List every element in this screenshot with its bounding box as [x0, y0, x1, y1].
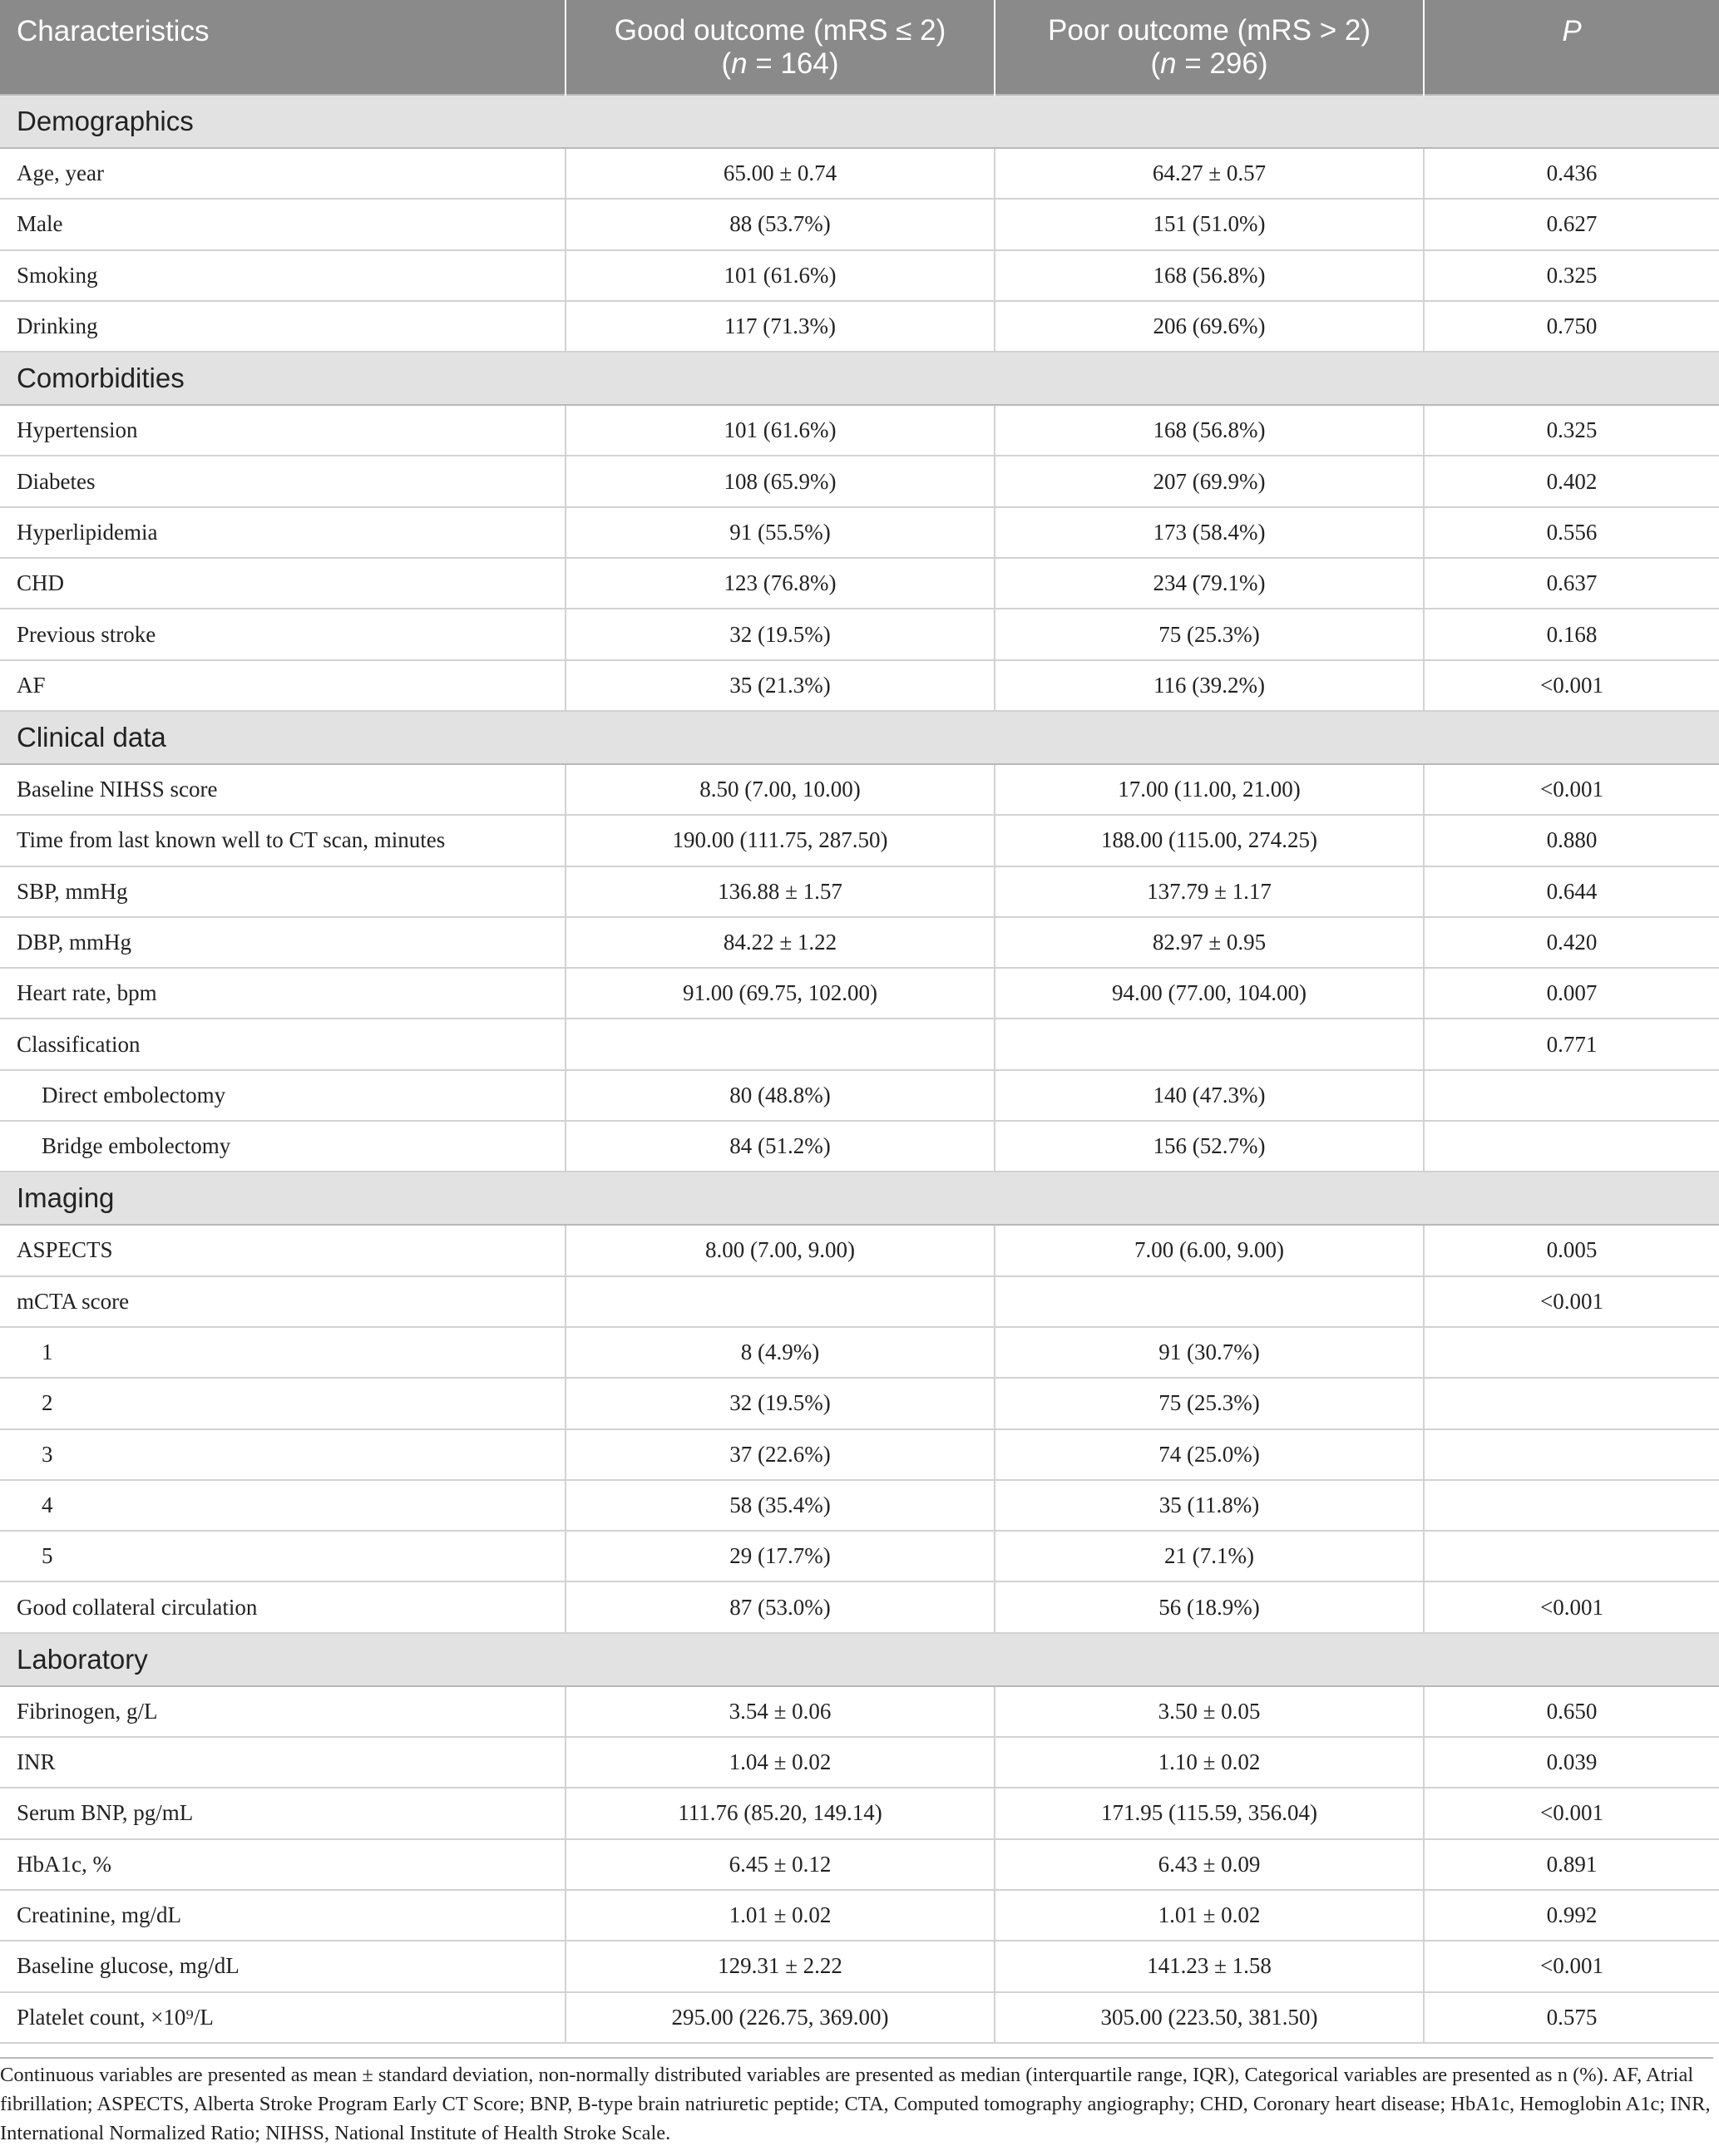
table-row	[0, 199, 1719, 249]
table-row	[0, 1276, 1719, 1327]
p-value: 0.575	[1424, 1992, 1719, 2043]
poor-outcome-value: 156 (52.7%)	[995, 1121, 1424, 1172]
poor-outcome-value: 207 (69.9%)	[995, 456, 1424, 506]
table-row	[0, 301, 1719, 352]
good-outcome-value: 65.00 ± 0.74	[566, 148, 995, 199]
header-characteristics: Characteristics	[0, 0, 566, 95]
header-row	[0, 0, 1719, 95]
table-row	[0, 1890, 1719, 1941]
good-outcome-value: 29 (17.7%)	[566, 1531, 995, 1581]
p-value: <0.001	[1424, 660, 1719, 711]
table-row	[0, 609, 1719, 659]
table-body	[0, 95, 1719, 2043]
table-row	[0, 815, 1719, 866]
good-outcome-value: 1.04 ± 0.02	[566, 1737, 995, 1788]
poor-outcome-value: 151 (51.0%)	[995, 199, 1424, 249]
table-row	[0, 917, 1719, 968]
table-row	[0, 764, 1719, 815]
good-outcome-value: 58 (35.4%)	[566, 1480, 995, 1531]
poor-outcome-value: 64.27 ± 0.57	[995, 148, 1424, 199]
table-row	[0, 1070, 1719, 1121]
poor-outcome-value: 206 (69.6%)	[995, 301, 1424, 352]
good-outcome-value	[566, 1276, 995, 1327]
poor-outcome-value: 94.00 (77.00, 104.00)	[995, 968, 1424, 1019]
good-outcome-value: 91.00 (69.75, 102.00)	[566, 968, 995, 1019]
poor-outcome-value: 21 (7.1%)	[995, 1531, 1424, 1581]
table-row	[0, 1019, 1719, 1069]
section-title: Imaging	[0, 1172, 1719, 1225]
p-value: 0.644	[1424, 866, 1719, 917]
poor-outcome-value: 82.97 ± 0.95	[995, 917, 1424, 968]
p-value: 0.039	[1424, 1737, 1719, 1788]
row-label: Serum BNP, pg/mL	[0, 1788, 566, 1838]
p-value: 0.750	[1424, 301, 1719, 352]
p-value: <0.001	[1424, 1941, 1719, 1991]
good-outcome-value: 37 (22.6%)	[566, 1429, 995, 1480]
row-label: Male	[0, 199, 566, 249]
p-value	[1424, 1070, 1719, 1121]
p-value: 0.402	[1424, 456, 1719, 506]
row-label: 1	[0, 1327, 566, 1378]
poor-outcome-value: 173 (58.4%)	[995, 507, 1424, 558]
poor-outcome-value: 305.00 (223.50, 381.50)	[995, 1992, 1424, 2043]
poor-outcome-value	[995, 1019, 1424, 1069]
poor-outcome-value: 6.43 ± 0.09	[995, 1839, 1424, 1890]
poor-outcome-value: 1.01 ± 0.02	[995, 1890, 1424, 1941]
table-row	[0, 1941, 1719, 1991]
section-title: Demographics	[0, 95, 1719, 148]
p-value: 0.325	[1424, 250, 1719, 301]
row-label: Time from last known well to CT scan, minutes	[0, 815, 566, 866]
good-outcome-value: 3.54 ± 0.06	[566, 1686, 995, 1737]
table-row	[0, 1686, 1719, 1737]
section-title: Comorbidities	[0, 352, 1719, 405]
section-row	[0, 711, 1719, 764]
row-label: Hyperlipidemia	[0, 507, 566, 558]
p-value	[1424, 1327, 1719, 1378]
table-row	[0, 1429, 1719, 1480]
row-label: ASPECTS	[0, 1225, 566, 1275]
p-value	[1424, 1480, 1719, 1531]
table-row	[0, 1225, 1719, 1275]
table-header	[0, 0, 1719, 95]
poor-outcome-value: 17.00 (11.00, 21.00)	[995, 764, 1424, 815]
poor-outcome-value: 75 (25.3%)	[995, 1378, 1424, 1428]
good-outcome-value: 295.00 (226.75, 369.00)	[566, 1992, 995, 2043]
good-outcome-value: 35 (21.3%)	[566, 660, 995, 711]
good-outcome-value: 8.50 (7.00, 10.00)	[566, 764, 995, 815]
good-outcome-value: 80 (48.8%)	[566, 1070, 995, 1121]
poor-outcome-value: 1.10 ± 0.02	[995, 1737, 1424, 1788]
p-value: 0.627	[1424, 199, 1719, 249]
row-label: Age, year	[0, 148, 566, 199]
poor-outcome-value: 3.50 ± 0.05	[995, 1686, 1424, 1737]
table-row	[0, 507, 1719, 558]
good-outcome-value: 6.45 ± 0.12	[566, 1839, 995, 1890]
section-row	[0, 352, 1719, 405]
table-row	[0, 1581, 1719, 1632]
p-value: 0.891	[1424, 1839, 1719, 1890]
good-outcome-value: 87 (53.0%)	[566, 1581, 995, 1632]
section-row	[0, 1172, 1719, 1225]
header-poor-outcome-n: (n = 296)	[1150, 47, 1268, 80]
p-value	[1424, 1531, 1719, 1581]
p-value: 0.005	[1424, 1225, 1719, 1275]
header-good-outcome	[566, 0, 995, 95]
poor-outcome-value: 116 (39.2%)	[995, 660, 1424, 711]
table-row	[0, 866, 1719, 917]
poor-outcome-value: 35 (11.8%)	[995, 1480, 1424, 1531]
row-label: CHD	[0, 558, 566, 609]
good-outcome-value: 84 (51.2%)	[566, 1121, 995, 1172]
row-label: INR	[0, 1737, 566, 1788]
table-row	[0, 1531, 1719, 1581]
header-good-outcome-n: (n = 164)	[721, 47, 839, 80]
good-outcome-value: 101 (61.6%)	[566, 250, 995, 301]
p-value: <0.001	[1424, 764, 1719, 815]
p-value: 0.436	[1424, 148, 1719, 199]
row-label: mCTA score	[0, 1276, 566, 1327]
p-value: <0.001	[1424, 1788, 1719, 1838]
row-label: 4	[0, 1480, 566, 1531]
row-label: 3	[0, 1429, 566, 1480]
p-value: 0.420	[1424, 917, 1719, 968]
p-value: <0.001	[1424, 1581, 1719, 1632]
good-outcome-value: 111.76 (85.20, 149.14)	[566, 1788, 995, 1838]
poor-outcome-value: 171.95 (115.59, 356.04)	[995, 1788, 1424, 1838]
row-label: AF	[0, 660, 566, 711]
table-row	[0, 148, 1719, 199]
poor-outcome-value: 168 (56.8%)	[995, 250, 1424, 301]
section-row	[0, 1633, 1719, 1686]
good-outcome-value: 1.01 ± 0.02	[566, 1890, 995, 1941]
row-label: Heart rate, bpm	[0, 968, 566, 1019]
table-row	[0, 660, 1719, 711]
row-label: Diabetes	[0, 456, 566, 506]
p-value: 0.771	[1424, 1019, 1719, 1069]
good-outcome-value: 108 (65.9%)	[566, 456, 995, 506]
poor-outcome-value: 234 (79.1%)	[995, 558, 1424, 609]
poor-outcome-value: 74 (25.0%)	[995, 1429, 1424, 1480]
header-p-value: P	[1424, 0, 1719, 95]
poor-outcome-value: 75 (25.3%)	[995, 609, 1424, 659]
row-label: Creatinine, mg/dL	[0, 1890, 566, 1941]
table-row	[0, 1378, 1719, 1428]
poor-outcome-value: 91 (30.7%)	[995, 1327, 1424, 1378]
poor-outcome-value: 56 (18.9%)	[995, 1581, 1424, 1632]
table-row	[0, 1121, 1719, 1172]
row-label: Bridge embolectomy	[0, 1121, 566, 1172]
p-value	[1424, 1121, 1719, 1172]
section-title: Clinical data	[0, 711, 1719, 764]
row-label: SBP, mmHg	[0, 866, 566, 917]
row-label: Direct embolectomy	[0, 1070, 566, 1121]
table-row	[0, 968, 1719, 1019]
row-label: 5	[0, 1531, 566, 1581]
row-label: Hypertension	[0, 405, 566, 456]
row-label: 2	[0, 1378, 566, 1428]
table-row	[0, 1839, 1719, 1890]
good-outcome-value	[566, 1019, 995, 1069]
good-outcome-value: 136.88 ± 1.57	[566, 866, 995, 917]
good-outcome-value: 129.31 ± 2.22	[566, 1941, 995, 1991]
row-label: Classification	[0, 1019, 566, 1069]
row-label: Baseline glucose, mg/dL	[0, 1941, 566, 1991]
row-label: Baseline NIHSS score	[0, 764, 566, 815]
table-row	[0, 405, 1719, 456]
row-label: Good collateral circulation	[0, 1581, 566, 1632]
header-poor-outcome-title: Poor outcome (mRS > 2)	[1047, 13, 1371, 47]
row-label: Platelet count, ×10⁹/L	[0, 1992, 566, 2043]
table-row	[0, 250, 1719, 301]
row-label: Previous stroke	[0, 609, 566, 659]
poor-outcome-value: 140 (47.3%)	[995, 1070, 1424, 1121]
p-value: 0.556	[1424, 507, 1719, 558]
p-value: 0.325	[1424, 405, 1719, 456]
good-outcome-value: 32 (19.5%)	[566, 609, 995, 659]
good-outcome-value: 190.00 (111.75, 287.50)	[566, 815, 995, 866]
table-row	[0, 1327, 1719, 1378]
good-outcome-value: 8.00 (7.00, 9.00)	[566, 1225, 995, 1275]
poor-outcome-value: 188.00 (115.00, 274.25)	[995, 815, 1424, 866]
row-label: DBP, mmHg	[0, 917, 566, 968]
table-row	[0, 1480, 1719, 1531]
section-row	[0, 95, 1719, 148]
row-label: HbA1c, %	[0, 1839, 566, 1890]
table-row	[0, 1788, 1719, 1838]
good-outcome-value: 88 (53.7%)	[566, 199, 995, 249]
good-outcome-value: 84.22 ± 1.22	[566, 917, 995, 968]
table-row	[0, 1737, 1719, 1788]
p-value: 0.007	[1424, 968, 1719, 1019]
poor-outcome-value: 168 (56.8%)	[995, 405, 1424, 456]
poor-outcome-value: 137.79 ± 1.17	[995, 866, 1424, 917]
good-outcome-value: 91 (55.5%)	[566, 507, 995, 558]
p-value: <0.001	[1424, 1276, 1719, 1327]
p-value: 0.650	[1424, 1686, 1719, 1737]
row-label: Drinking	[0, 301, 566, 352]
p-value: 0.168	[1424, 609, 1719, 659]
header-poor-outcome	[995, 0, 1424, 95]
table-row	[0, 558, 1719, 609]
poor-outcome-value: 7.00 (6.00, 9.00)	[995, 1225, 1424, 1275]
good-outcome-value: 32 (19.5%)	[566, 1378, 995, 1428]
p-value: 0.880	[1424, 815, 1719, 866]
table-row	[0, 1992, 1719, 2043]
poor-outcome-value	[995, 1276, 1424, 1327]
table-footnote: Continuous variables are presented as mean ± standard deviation, non-normally distributed variables are presented as median (interquartile range, IQR), Categorical variables are presented as n (%). AF, Atrial fibrillation; ASPECTS, Alberta Stroke Program Early CT Score; BNP, B-type brain natriuretic peptide; CTA, Computed tomography angiography; CHD, Coronary heart disease; HbA1c, Hemoglobin A1c; INR, International Normalized Ratio; NIHSS, National Institute of Health Stroke Scale.	[0, 2057, 1713, 2148]
good-outcome-value: 123 (76.8%)	[566, 558, 995, 609]
good-outcome-value: 117 (71.3%)	[566, 301, 995, 352]
good-outcome-value: 8 (4.9%)	[566, 1327, 995, 1378]
row-label: Smoking	[0, 250, 566, 301]
p-value: 0.992	[1424, 1890, 1719, 1941]
poor-outcome-value: 141.23 ± 1.58	[995, 1941, 1424, 1991]
p-value	[1424, 1429, 1719, 1480]
p-value: 0.637	[1424, 558, 1719, 609]
good-outcome-value: 101 (61.6%)	[566, 405, 995, 456]
header-good-outcome-title: Good outcome (mRS ≤ 2)	[614, 13, 946, 47]
section-title: Laboratory	[0, 1633, 1719, 1686]
table-row	[0, 456, 1719, 506]
row-label: Fibrinogen, g/L	[0, 1686, 566, 1737]
p-value	[1424, 1378, 1719, 1428]
